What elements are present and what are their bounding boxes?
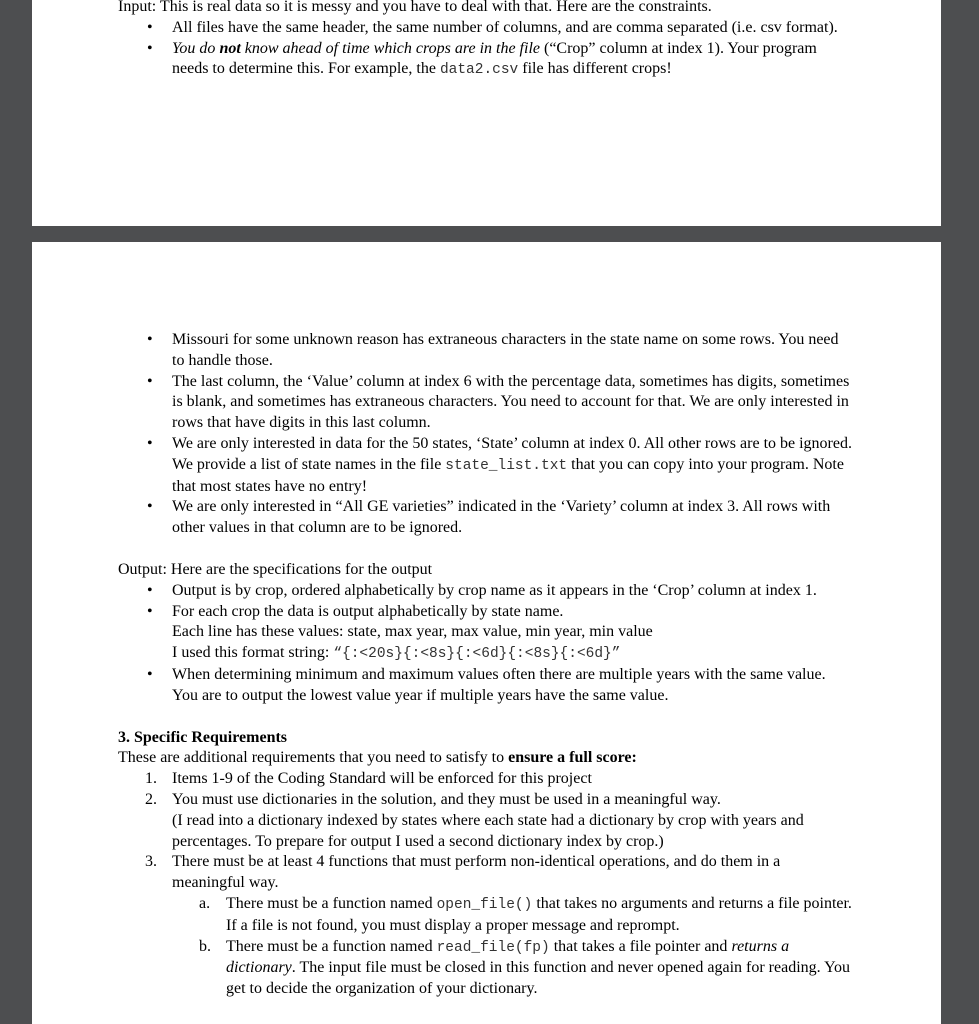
page-1-content (118, 0, 853, 81)
output-spec-item (172, 665, 853, 707)
function-name-code: open_file() (436, 896, 533, 913)
section-heading: 3. Specific Requirements (118, 728, 288, 746)
requirements-intro-text: These are additional requirements that you need to satisfy to (118, 749, 509, 767)
sub-requirement-item (199, 894, 853, 937)
constraint-text: that you can copy into your program. Note that most states have no entry! (172, 455, 844, 495)
constraint-text: All files have the same header, the same number of columns, and are comma separated (i.e. csv format). (172, 18, 838, 36)
constraint-bold-text: not (219, 39, 241, 57)
requirement-text: There must be at least 4 functions that must perform non-identical operations, and do them in a meaningful way. (172, 853, 781, 892)
page-2-content (118, 330, 853, 1000)
input-constraints-list (118, 18, 853, 81)
constraint-text: We are only interested in “All GE varieties” indicated in the ‘Variety’ column at index 3. All rows with other values in that column are to be ignored. (172, 498, 831, 537)
requirements-list (118, 769, 853, 1000)
sub-requirements-list (172, 894, 853, 1000)
output-spec-list (118, 581, 853, 707)
output-spec-text: Output is by crop, ordered alphabetically by crop name as it appears in the ‘Crop’ column at index 1. (172, 581, 817, 599)
requirement-number: 2. (145, 790, 157, 808)
sub-requirement-text: that takes no arguments and returns a file pointer. If a file is not found, you must display a proper message and reprompt. (226, 894, 852, 934)
filename-code: state_list.txt (445, 457, 568, 474)
input-intro: Input: This is real data so it is messy and you have to deal with that. Here are the constraints. (118, 0, 712, 15)
requirement-number: 1. (145, 770, 157, 788)
constraint-text: The last column, the ‘Value’ column at index 6 with the percentage data, sometimes has digits, sometimes is blank, and sometimes has extraneous characters. You need to account for that. We are only interested in rows that have digits in this last column. (172, 372, 850, 432)
requirements-intro-bold: ensure a full score: (508, 749, 637, 767)
input-constraints-list-continued (118, 330, 853, 539)
sub-requirement-text: There must be a function named (226, 894, 437, 912)
constraint-item (172, 330, 853, 372)
sub-requirement-text: that takes a file pointer and (549, 937, 732, 955)
requirement-note: (I read into a dictionary indexed by states where each state had a dictionary by crop with years and percentages. To prepare for output I used a second dictionary index by crop.) (172, 811, 804, 850)
constraint-item (172, 372, 853, 434)
requirement-item (145, 790, 853, 852)
requirement-text: You must use dictionaries in the solution, and they must be used in a meaningful way. (172, 790, 721, 808)
output-spec-text: For each crop the data is output alphabetically by state name. (172, 602, 564, 620)
constraint-item (172, 497, 853, 539)
constraint-text: We are only interested in data for the 50 states, ‘State’ column at index 0. All other rows are to be ignored. We provide a list of state names in the file (172, 434, 852, 473)
output-spec-item (172, 602, 853, 665)
sub-requirement-italic: returns a dictionary (226, 937, 790, 977)
constraint-item (172, 39, 853, 82)
constraint-text: (“Crop” column at index 1). Your program needs to determine this. For example, the (172, 39, 817, 78)
constraint-italic-text: You do (172, 39, 220, 57)
requirement-item (145, 769, 853, 790)
output-spec-text: When determining minimum and maximum values often there are multiple years with the same value. You are to output the lowest value year if multiple years have the same value. (172, 665, 826, 704)
constraint-text: file has different crops! (518, 60, 672, 78)
output-intro: Output: Here are the specifications for the output (118, 560, 433, 578)
constraint-item (172, 434, 853, 497)
sub-requirement-letter: b. (199, 937, 211, 955)
requirement-number: 3. (145, 853, 157, 871)
output-spec-text: Each line has these values: state, max year, max value, min year, min value (172, 623, 653, 641)
format-string-code: “{:<20s}{:<8s}{:<6d}{:<8s}{:<6d}” (333, 646, 621, 663)
constraint-italic-text: know ahead of time which crops are in the file (240, 39, 540, 57)
requirement-text: Items 1-9 of the Coding Standard will be enforced for this project (172, 770, 592, 788)
sub-requirement-text: . The input file must be closed in this function and never opened again for reading. You get to decide the organization of your dictionary. (226, 959, 851, 998)
sub-requirement-letter: a. (199, 894, 211, 912)
filename-code: data2.csv (439, 62, 519, 79)
output-spec-text: I used this format string: (172, 644, 334, 662)
sub-requirement-text: There must be a function named (226, 937, 437, 955)
requirements-intro (118, 748, 853, 769)
document-page-2 (32, 242, 941, 1024)
document-page-1 (32, 0, 941, 226)
constraint-text: Missouri for some unknown reason has extraneous characters in the state name on some rows. You need to handle those. (172, 331, 839, 369)
function-name-code: read_file(fp) (436, 939, 550, 956)
constraint-item (172, 18, 853, 39)
sub-requirement-item (199, 937, 853, 1000)
output-spec-item (172, 581, 853, 602)
requirement-item (145, 852, 853, 1000)
